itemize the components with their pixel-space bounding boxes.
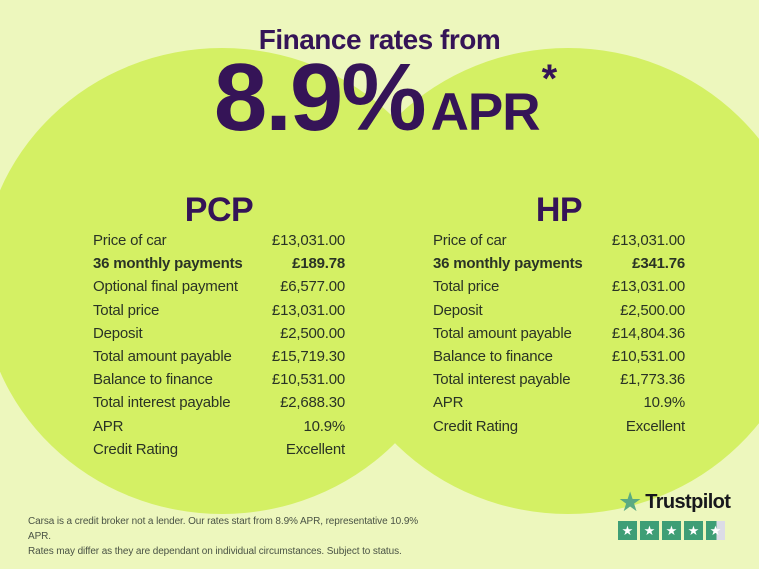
trustpilot-star-icon: ★ xyxy=(618,487,643,517)
trustpilot-rating-stars xyxy=(618,521,740,540)
pcp-title: PCP xyxy=(184,191,254,229)
pcp-table xyxy=(93,229,345,461)
table-row xyxy=(93,252,345,275)
rating-star-icon: ★ xyxy=(640,521,659,540)
trustpilot-logo xyxy=(618,489,740,516)
footnote-asterisk: * xyxy=(541,57,558,101)
row-value: £2,688.30 xyxy=(280,394,345,412)
row-value: £10,531.00 xyxy=(271,371,345,389)
rating-star-icon: ★ xyxy=(662,521,681,540)
disclaimer-line-2: Rates may differ as they are dependant on individual circumstances. Subject to status. xyxy=(28,546,402,557)
row-label: Credit Rating xyxy=(433,417,518,435)
row-value: Excellent xyxy=(625,417,685,435)
hp-title: HP xyxy=(535,191,583,229)
row-value: £2,500.00 xyxy=(280,324,345,342)
row-label: Price of car xyxy=(433,232,507,249)
row-label: Total interest payable xyxy=(93,394,231,412)
table-row xyxy=(93,345,345,368)
table-row xyxy=(93,229,345,252)
row-label: Balance to finance xyxy=(433,347,553,365)
trustpilot-badge[interactable] xyxy=(618,489,740,540)
table-row xyxy=(93,368,345,391)
disclaimer-line-1: Carsa is a credit broker not a lender. Our rates start from 8.9% APR, representative 10.9% APR. xyxy=(28,516,419,542)
table-row xyxy=(93,391,345,414)
row-value: 10.9% xyxy=(643,394,685,412)
row-label: 36 monthly payments xyxy=(433,255,583,273)
row-label: Total amount payable xyxy=(433,324,572,342)
table-row xyxy=(93,322,345,345)
table-row xyxy=(433,415,685,438)
hp-table xyxy=(433,229,685,438)
table-row xyxy=(433,252,685,275)
row-label: Balance to finance xyxy=(93,371,213,389)
row-label: 36 monthly payments xyxy=(93,255,243,273)
rate-unit: APR xyxy=(430,83,540,142)
row-value: £10,531.00 xyxy=(611,347,685,365)
row-label: Total price xyxy=(93,301,160,319)
banner-kicker: Finance rates from xyxy=(258,24,501,55)
row-value: £15,719.30 xyxy=(271,347,345,365)
table-row xyxy=(433,391,685,414)
row-label: Total amount payable xyxy=(93,347,232,365)
row-label: Credit Rating xyxy=(93,440,178,458)
row-label: Deposit xyxy=(93,324,143,342)
legal-disclaimer xyxy=(28,514,428,559)
row-value: £1,773.36 xyxy=(620,371,685,389)
headline-rate xyxy=(0,44,759,151)
row-value: £13,031.00 xyxy=(611,232,685,249)
row-value: £6,577.00 xyxy=(280,278,345,296)
rating-star-half-icon: ★ xyxy=(706,521,725,540)
trustpilot-brand-text: Trustpilot xyxy=(645,491,731,513)
row-label: APR xyxy=(93,417,124,435)
table-row xyxy=(93,415,345,438)
row-value: £189.78 xyxy=(292,255,345,273)
rate-value: 8.9% xyxy=(213,44,425,151)
table-row xyxy=(93,299,345,322)
row-value: 10.9% xyxy=(303,417,345,435)
table-row xyxy=(433,322,685,345)
row-label: Total price xyxy=(433,278,500,296)
table-row xyxy=(433,345,685,368)
row-value: £13,031.00 xyxy=(271,301,345,319)
table-row xyxy=(433,275,685,298)
table-row xyxy=(433,299,685,322)
row-label: Price of car xyxy=(93,232,167,249)
row-value: Excellent xyxy=(285,440,345,458)
row-value: £2,500.00 xyxy=(620,301,685,319)
row-value: £13,031.00 xyxy=(611,278,685,296)
row-label: Deposit xyxy=(433,301,483,319)
table-row xyxy=(93,275,345,298)
row-value: £14,804.36 xyxy=(611,324,685,342)
table-row xyxy=(433,229,685,252)
row-label: Total interest payable xyxy=(433,371,571,389)
rating-star-icon: ★ xyxy=(618,521,637,540)
rating-star-icon: ★ xyxy=(684,521,703,540)
table-row xyxy=(433,368,685,391)
row-label: APR xyxy=(433,394,464,412)
table-row xyxy=(93,438,345,461)
row-label: Optional final payment xyxy=(93,278,238,296)
row-value: £341.76 xyxy=(632,255,685,273)
row-value: £13,031.00 xyxy=(271,232,345,249)
